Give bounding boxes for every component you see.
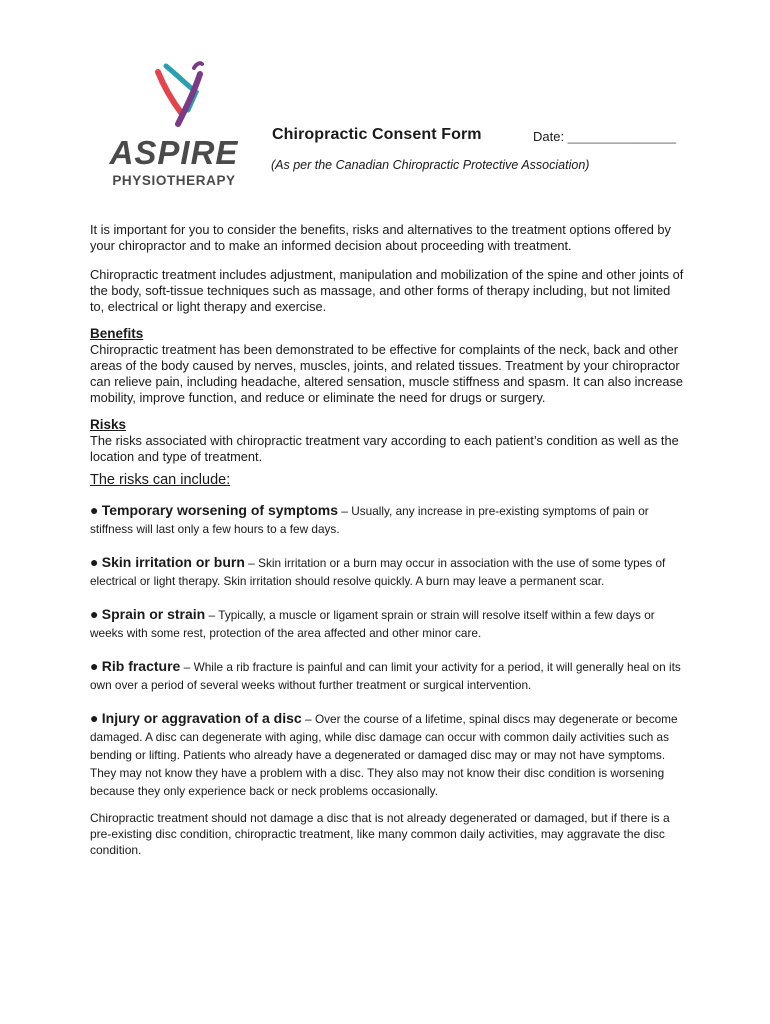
risk-item-rib-fracture [90, 657, 686, 694]
risk-bullet: ● [90, 606, 99, 622]
risk-title: Skin irritation or burn [101, 554, 245, 570]
risk-bullet: ● [90, 710, 99, 726]
risks-list-intro: The risks can include: [90, 472, 231, 488]
date-input-line[interactable]: _______________ [567, 129, 677, 144]
intro-paragraph-2: Chiropractic treatment includes adjustment, manipulation and mobilization of the spine and other joints of the body, soft-tissue techniques such as massage, and other forms of therapy including, but not limited to, electrical or light therapy and exercise. [90, 267, 684, 314]
aspire-physiotherapy-logo [96, 44, 252, 196]
risk-dash: – [208, 608, 216, 622]
risk-text: Usually, any increase in pre-existing symptoms of pain or stiffness will last only a few hours to a few days. [90, 504, 649, 536]
logo-brand-text: ASPIRE [109, 134, 239, 171]
risk-text: Typically, a muscle or ligament sprain or strain will resolve itself within a few days or weeks with some rest, protection of the area affected and other minor care. [90, 608, 655, 640]
risk-list [90, 501, 686, 800]
risk-text: Skin irritation or a burn may occur in association with the use of some types of electrical or light therapy. Skin irritation should resolve quickly. A burn may leave a permanent scar. [90, 556, 666, 588]
intro-paragraph-1: It is important for you to consider the benefits, risks and alternatives to the treatment options offered by your chiropractor and to make an informed decision about proceeding with treatment. [90, 222, 671, 253]
risk-item-disc-injury [90, 709, 686, 800]
risks-paragraph: The risks associated with chiropractic treatment vary according to each patient’s condition as well as the location and type of treatment. [90, 433, 679, 464]
closing-paragraph: Chiropractic treatment should not damage a disc that is not already degenerated or damaged, but if there is a pre-existing disc condition, chiropractic treatment, like many common daily activities, may aggravate the disc condition. [90, 811, 670, 857]
risk-title: Rib fracture [101, 658, 181, 674]
risk-title: Sprain or strain [101, 606, 206, 622]
risk-bullet: ● [90, 658, 99, 674]
risk-dash: – [304, 712, 312, 726]
form-body [90, 222, 686, 858]
risk-dash: – [248, 556, 255, 570]
form-title: Chiropractic Consent Form [272, 126, 482, 143]
risks-heading: Risks [90, 417, 127, 432]
date-field[interactable] [533, 129, 676, 144]
risk-title: Temporary worsening of symptoms [101, 502, 338, 518]
risk-title: Injury or aggravation of a disc [101, 710, 302, 726]
risk-bullet: ● [90, 502, 99, 518]
form-subtitle: (As per the Canadian Chiropractic Protective Association) [271, 158, 590, 172]
risk-text: Over the course of a lifetime, spinal discs may degenerate or become damaged. A disc can degenerate with aging, while disc damage can occur with common daily activities such as bending or lifting. Patients who already have a degenerated or damaged disc may or may not have symptoms. They may not know they have a problem with a disc. They also may not know their disc condition is worsening because they only experience back or neck problems occasionally. [90, 712, 678, 798]
date-label: Date: [533, 129, 565, 144]
benefits-heading: Benefits [90, 326, 144, 341]
risk-dash: – [183, 660, 191, 674]
risk-item-sprain-strain [90, 605, 686, 642]
risk-bullet: ● [90, 554, 99, 570]
risk-text: While a rib fracture is painful and can limit your activity for a period, it will generally heal on its own over a period of several weeks without further treatment or surgical intervention. [90, 660, 681, 692]
risk-dash: – [341, 504, 348, 518]
risk-item-temporary-worsening [90, 501, 686, 538]
logo-tagline-text: PHYSIOTHERAPY [112, 173, 236, 188]
risk-item-skin-irritation [90, 553, 686, 590]
benefits-paragraph: Chiropractic treatment has been demonstrated to be effective for complaints of the neck, back and other areas of the body caused by nerves, muscles, joints, and related tissues. Treatment by your chiropractor can relieve pain, including headache, altered sensation, muscle stiffness and spasm. It can also increase mobility, improve function, and reduce or eliminate the need for drugs or surgery. [90, 342, 684, 405]
logo-mark [96, 44, 252, 196]
